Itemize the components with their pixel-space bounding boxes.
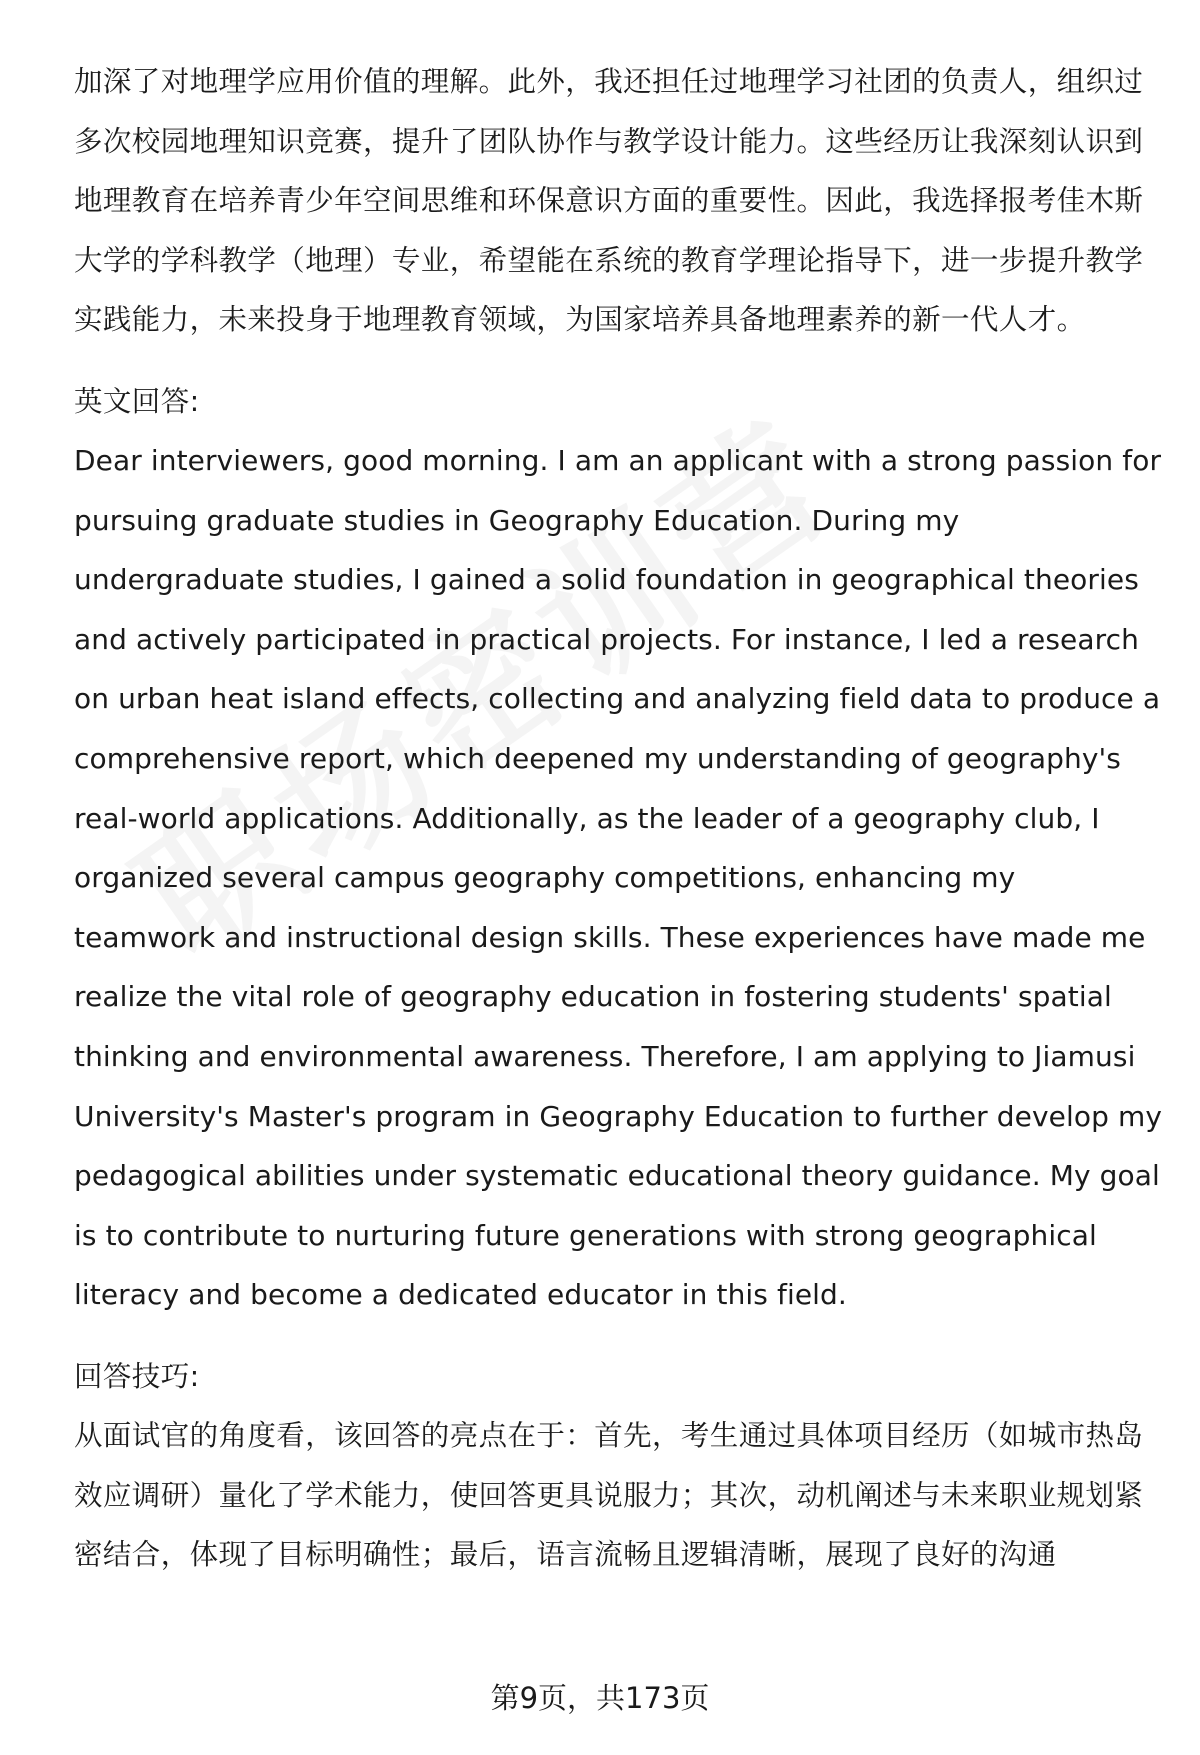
tips-paragraph: 从面试官的角度看，该回答的亮点在于：首先，考生通过具体项目经历（如城市热岛效应调研）量化了学术能力，使回答更具说服力；其次，动机阐述与未来职业规划紧密结合，体现了目标明确性；最后，语言流畅且逻辑清晰，展现了良好的沟通 bbox=[74, 1419, 1144, 1572]
spacer bbox=[74, 1325, 1164, 1347]
tips-label: 回答技巧: bbox=[74, 1359, 200, 1393]
intro-paragraph: 加深了对地理学应用价值的理解。此外，我还担任过地理学习社团的负责人，组织过多次校园地理知识竞赛，提升了团队协作与教学设计能力。这些经历让我深刻认识到地理教育在培养青少年空间思维和环保意识方面的重要性。因此，我选择报考佳木斯大学的学科教学（地理）专业，希望能在系统的教育学理论指导下，进一步提升教学实践能力，未来投身于地理教育领域，为国家培养具备地理素养的新一代人才。 bbox=[74, 65, 1144, 336]
spacer bbox=[74, 350, 1164, 372]
english-answer-label: 英文回答: bbox=[74, 384, 200, 418]
english-answer-paragraph: Dear interviewers, good morning. I am an applicant with a strong passion for pursuing graduate studies in Geography Education. During my undergraduate studies, I gained a solid foundation in geographical theories and actively participated in practical projects. For instance, I led a research on urban heat island effects, collecting and analyzing field data to produce a comprehensive report, which deepened my understanding of geography's real-world applications. Additionally, as the leader of a geography club, I organized several campus geography competitions, enhancing my teamwork and instructional design skills. These experiences have made me realize the vital role of geography education in fostering students' spatial thinking and environmental awareness. Therefore, I am applying to Jiamusi University's Master's program in Geography Education to further develop my pedagogical abilities under systematic educational theory guidance. My goal is to contribute to nurturing future generations with strong geographical literacy and become a dedicated educator in this field. bbox=[74, 444, 1162, 1312]
document-body bbox=[74, 52, 1164, 1585]
page-indicator: 第9页，共173页 bbox=[490, 1681, 710, 1715]
